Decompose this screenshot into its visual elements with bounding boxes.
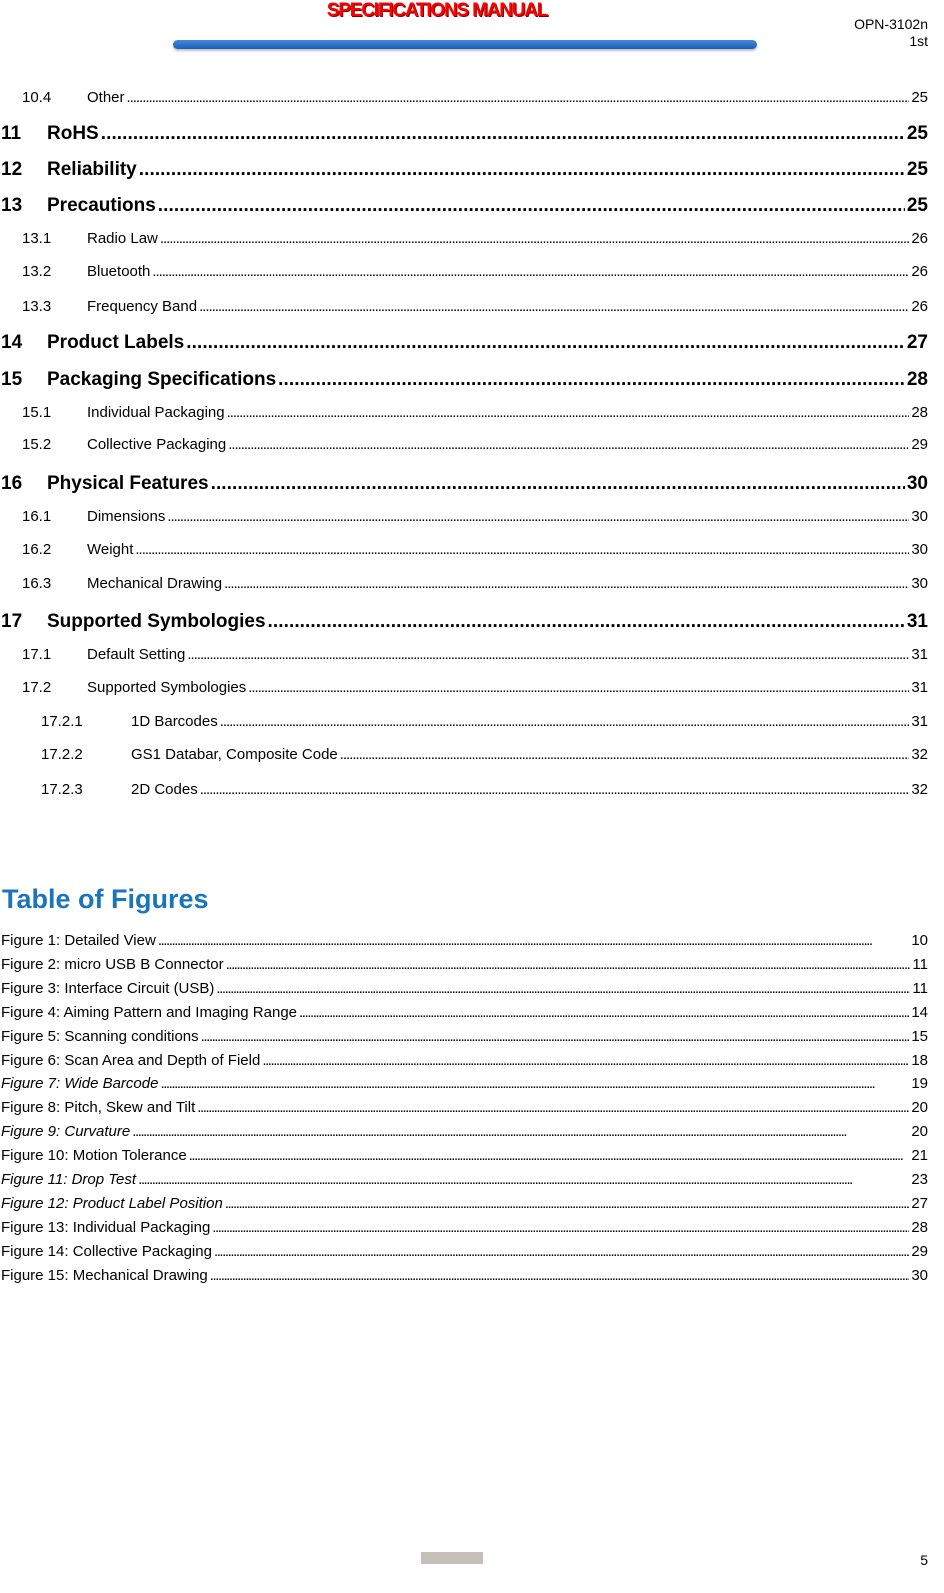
toc-entry-title: Weight — [87, 541, 134, 558]
toc-entry-page: 31 — [911, 679, 928, 696]
toc-entry-number: 16 — [1, 473, 23, 494]
dot-leader — [158, 195, 905, 217]
dot-leader — [187, 646, 909, 663]
dot-leader — [138, 1171, 909, 1188]
figure-entry[interactable] — [1, 1123, 928, 1140]
header-decorative-bar — [173, 40, 757, 49]
figure-entry[interactable] — [1, 1219, 928, 1236]
toc-entry[interactable] — [41, 713, 928, 730]
dot-leader — [186, 332, 905, 354]
dot-leader — [299, 1004, 909, 1021]
toc-entry[interactable] — [22, 404, 928, 421]
figure-entry-title: Figure 9: Curvature — [1, 1123, 131, 1141]
toc-entry-number: 10.4 — [22, 89, 52, 106]
dot-leader — [132, 1123, 909, 1140]
figure-entry[interactable] — [1, 932, 928, 949]
figure-entry[interactable] — [1, 1171, 928, 1188]
dot-leader — [167, 508, 909, 525]
toc-entry-number: 11 — [1, 123, 22, 144]
figure-entry[interactable] — [1, 1267, 928, 1284]
dot-leader — [278, 369, 905, 391]
figure-entry-page: 28 — [911, 1218, 928, 1236]
figure-entry[interactable] — [1, 1099, 928, 1116]
toc-entry-number: 17.1 — [22, 646, 52, 663]
figure-entry[interactable] — [1, 1195, 928, 1212]
toc-entry[interactable] — [1, 332, 928, 354]
toc-entry-title: 2D Codes — [131, 781, 198, 798]
figure-entry[interactable] — [1, 1075, 928, 1092]
toc-entry-number: 15.1 — [22, 404, 52, 421]
figure-entry-page: 21 — [911, 1147, 928, 1165]
document-id: OPN-3102n — [854, 16, 928, 32]
figure-entry-title: Figure 12: Product Label Position — [1, 1194, 223, 1212]
toc-entry-number: 14 — [1, 332, 23, 353]
toc-entry[interactable] — [1, 369, 928, 391]
dot-leader — [135, 541, 909, 558]
document-edition: 1st — [909, 33, 928, 49]
toc-entry-page: 26 — [911, 298, 928, 315]
toc-entry-title: Supported Symbologies — [47, 611, 266, 632]
toc-entry-page: 27 — [906, 332, 928, 353]
toc-entry[interactable] — [22, 436, 928, 453]
document-header-title: SPECIFICATIONS MANUAL — [326, 0, 548, 21]
toc-entry[interactable] — [22, 575, 928, 592]
toc-entry-number: 16.3 — [22, 575, 52, 592]
toc-entry-page: 31 — [911, 646, 928, 663]
figure-entry-page: 29 — [911, 1242, 928, 1260]
figure-entry-title: Figure 15: Mechanical Drawing — [1, 1266, 208, 1284]
figure-entry-title: Figure 6: Scan Area and Depth of Field — [1, 1051, 261, 1069]
figure-entry[interactable] — [1, 1243, 928, 1260]
toc-entry-page: 28 — [906, 369, 928, 390]
toc-entry-page: 25 — [911, 89, 928, 106]
figure-entry-page: 11 — [912, 955, 928, 973]
dot-leader — [220, 713, 910, 730]
dot-leader — [200, 781, 910, 798]
toc-entry[interactable] — [1, 159, 928, 181]
toc-entry-title: Default Setting — [87, 646, 186, 663]
toc-entry-title: Physical Features — [47, 473, 209, 494]
toc-entry-number: 15 — [1, 369, 23, 390]
toc-entry-title: Bluetooth — [87, 263, 151, 280]
toc-entry[interactable] — [1, 195, 928, 217]
toc-entry-number: 17.2 — [22, 679, 52, 696]
toc-entry[interactable] — [1, 611, 928, 633]
figure-entry-title: Figure 13: Individual Packaging — [1, 1218, 211, 1236]
toc-entry-number: 16.1 — [22, 508, 52, 525]
dot-leader — [189, 1147, 910, 1164]
toc-entry-page: 32 — [911, 781, 928, 798]
toc-entry[interactable] — [22, 263, 928, 280]
figure-entry-title: Figure 4: Aiming Pattern and Imaging Range — [1, 1003, 298, 1021]
toc-entry-number: 17.2.3 — [41, 781, 83, 798]
toc-entry-number: 16.2 — [22, 541, 52, 558]
figure-entry[interactable] — [1, 1052, 928, 1069]
toc-entry-number: 12 — [1, 159, 23, 180]
figure-entry-page: 19 — [911, 1075, 928, 1093]
dot-leader — [160, 1075, 909, 1092]
toc-entry[interactable] — [22, 679, 928, 696]
toc-entry[interactable] — [1, 473, 928, 495]
toc-entry-page: 26 — [911, 230, 928, 247]
toc-entry-number: 13.1 — [22, 230, 52, 247]
toc-entry-title: Radio Law — [87, 230, 158, 247]
dot-leader — [248, 679, 909, 696]
figure-entry-title: Figure 11: Drop Test — [1, 1171, 137, 1188]
figure-entry-title: Figure 2: micro USB B Connector — [1, 955, 224, 973]
dot-leader — [160, 230, 909, 247]
figure-entry[interactable] — [1, 980, 928, 997]
figure-entry[interactable] — [1, 956, 928, 973]
toc-entry-title: Product Labels — [47, 332, 185, 353]
toc-entry-title: RoHS — [47, 123, 99, 144]
figure-entry[interactable] — [1, 1147, 928, 1164]
dot-leader — [214, 1243, 909, 1260]
toc-entry[interactable] — [22, 541, 928, 558]
table-of-figures-heading: Table of Figures — [2, 884, 209, 914]
toc-entry-page: 30 — [911, 575, 928, 592]
toc-entry-number: 17 — [1, 611, 23, 632]
figure-entry-page: 20 — [911, 1123, 928, 1141]
figure-entry-page: 15 — [911, 1027, 928, 1045]
figure-entry-title: Figure 7: Wide Barcode — [1, 1075, 159, 1093]
toc-entry-title: Frequency Band — [87, 298, 198, 315]
figure-entry-title: Figure 10: Motion Tolerance — [1, 1147, 187, 1165]
toc-entry-page: 32 — [911, 746, 928, 763]
toc-entry-title: Collective Packaging — [87, 436, 227, 453]
figure-entry-page: 27 — [911, 1194, 928, 1212]
figure-entry-page: 20 — [911, 1099, 928, 1117]
dot-leader — [340, 746, 910, 763]
toc-entry-title: Mechanical Drawing — [87, 575, 223, 592]
toc-entry-title: Packaging Specifications — [47, 369, 277, 390]
figure-entry-page: 14 — [911, 1003, 928, 1021]
dot-leader — [201, 1028, 910, 1045]
toc-entry-title: Reliability — [47, 159, 137, 180]
toc-entry-page: 25 — [906, 159, 928, 180]
dot-leader — [127, 89, 910, 106]
toc-entry-title: Precautions — [47, 195, 156, 216]
toc-entry-title: Dimensions — [87, 508, 166, 525]
toc-entry[interactable] — [22, 230, 928, 247]
toc-entry-title: Individual Packaging — [87, 404, 225, 421]
figure-entry-page: 11 — [912, 979, 928, 997]
page-number: 5 — [920, 1552, 928, 1568]
toc-entry-number: 17.2.1 — [41, 713, 83, 730]
dot-leader — [139, 159, 905, 181]
dot-leader — [101, 123, 905, 145]
toc-entry-page: 28 — [911, 404, 928, 421]
toc-entry[interactable] — [22, 298, 928, 315]
dot-leader — [225, 1195, 910, 1212]
dot-leader — [262, 1052, 909, 1069]
toc-entry-page: 30 — [911, 508, 928, 525]
toc-entry-page: 31 — [911, 713, 928, 730]
toc-entry-page: 25 — [906, 123, 928, 144]
dot-leader — [199, 298, 909, 315]
toc-entry-page: 26 — [911, 263, 928, 280]
footer-decorative-box — [421, 1552, 483, 1564]
toc-entry[interactable] — [41, 781, 928, 798]
figure-entry-page: 30 — [911, 1266, 928, 1284]
figure-entry[interactable] — [1, 1028, 928, 1045]
toc-entry[interactable] — [1, 123, 928, 145]
toc-entry-number: 15.2 — [22, 436, 52, 453]
dot-leader — [211, 473, 905, 495]
document-id-block — [854, 16, 928, 50]
toc-entry-title: Other — [87, 89, 125, 106]
toc-entry-title: Supported Symbologies — [87, 679, 247, 696]
dot-leader — [216, 980, 910, 997]
toc-entry[interactable] — [41, 746, 928, 763]
figure-entry-page: 23 — [911, 1171, 928, 1188]
toc-entry-number: 13.3 — [22, 298, 52, 315]
figure-entry[interactable] — [1, 1004, 928, 1021]
figure-entry-page: 10 — [911, 932, 928, 949]
toc-entry-number: 13 — [1, 195, 23, 216]
toc-entry-number: 17.2.2 — [41, 746, 83, 763]
toc-entry-page: 25 — [906, 195, 928, 216]
dot-leader — [152, 263, 909, 280]
toc-entry-page: 30 — [906, 473, 928, 494]
dot-leader — [224, 575, 909, 592]
dot-leader — [227, 404, 910, 421]
toc-entry[interactable] — [22, 646, 928, 663]
dot-leader — [228, 436, 909, 453]
toc-entry-title: 1D Barcodes — [131, 713, 218, 730]
figure-entry-title: Figure 5: Scanning conditions — [1, 1027, 199, 1045]
figure-entry-page: 18 — [911, 1051, 928, 1069]
figure-entry-title: Figure 14: Collective Packaging — [1, 1242, 212, 1260]
figure-entry-title: Figure 1: Detailed View — [1, 932, 156, 949]
dot-leader — [197, 1099, 909, 1116]
toc-entry[interactable] — [22, 89, 928, 106]
dot-leader — [210, 1267, 910, 1284]
dot-leader — [226, 956, 911, 973]
toc-entry-page: 31 — [906, 611, 928, 632]
figure-entry-title: Figure 3: Interface Circuit (USB) — [1, 979, 215, 997]
toc-entry-title: GS1 Databar, Composite Code — [131, 746, 338, 763]
toc-entry[interactable] — [22, 508, 928, 525]
figure-entry-title: Figure 8: Pitch, Skew and Tilt — [1, 1099, 196, 1117]
toc-entry-page: 29 — [911, 436, 928, 453]
toc-entry-number: 13.2 — [22, 263, 52, 280]
toc-entry-page: 30 — [911, 541, 928, 558]
dot-leader — [158, 932, 910, 949]
dot-leader — [212, 1219, 909, 1236]
dot-leader — [268, 611, 905, 633]
